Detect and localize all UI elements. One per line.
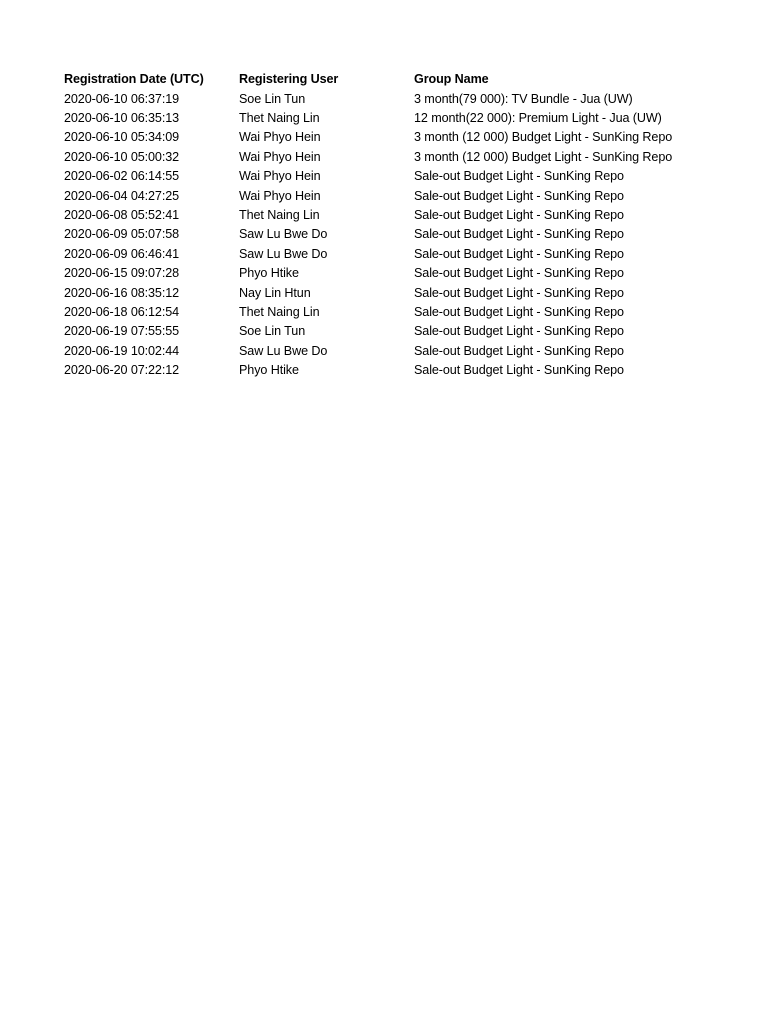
cell-group: Sale-out Budget Light - SunKing Repo (414, 304, 624, 319)
cell-date: 2020-06-20 07:22:12 (64, 363, 180, 378)
cell-date: 2020-06-18 06:12:54 (64, 304, 180, 319)
cell-user: Wai Phyo Hein (239, 188, 321, 203)
cell-group: 3 month (12 000) Budget Light - SunKing Repo (414, 149, 673, 164)
table-row (64, 205, 744, 224)
cell-user: Nay Lin Htun (239, 285, 311, 300)
cell-user: Saw Lu Bwe Do (239, 227, 328, 242)
cell-group: Sale-out Budget Light - SunKing Repo (414, 324, 624, 339)
header-registering-user: Registering User (239, 72, 339, 86)
cell-date: 2020-06-15 09:07:28 (64, 266, 180, 281)
cell-date: 2020-06-19 10:02:44 (64, 343, 180, 358)
table-row (64, 186, 744, 205)
cell-user: Phyo Htike (239, 266, 299, 281)
cell-group: Sale-out Budget Light - SunKing Repo (414, 246, 624, 261)
cell-group: Sale-out Budget Light - SunKing Repo (414, 363, 624, 378)
cell-user: Thet Naing Lin (239, 208, 320, 223)
table-row (64, 322, 744, 341)
cell-date: 2020-06-10 05:34:09 (64, 130, 180, 145)
header-group-name: Group Name (414, 72, 489, 86)
cell-user: Thet Naing Lin (239, 111, 320, 126)
table-row (64, 283, 744, 302)
cell-date: 2020-06-10 06:35:13 (64, 111, 180, 126)
table-row (64, 302, 744, 321)
cell-date: 2020-06-09 06:46:41 (64, 246, 180, 261)
cell-group: Sale-out Budget Light - SunKing Repo (414, 169, 624, 184)
registration-table (64, 69, 744, 380)
cell-user: Wai Phyo Hein (239, 169, 321, 184)
header-registration-date: Registration Date (UTC) (64, 72, 204, 86)
cell-date: 2020-06-16 08:35:12 (64, 285, 180, 300)
cell-user: Soe Lin Tun (239, 91, 306, 106)
table-header (64, 69, 744, 89)
table-row (64, 264, 744, 283)
table-row (64, 225, 744, 244)
cell-group: 12 month(22 000): Premium Light - Jua (UW) (414, 111, 662, 126)
cell-user: Soe Lin Tun (239, 324, 306, 339)
table-row (64, 89, 744, 108)
cell-user: Thet Naing Lin (239, 304, 320, 319)
cell-user: Saw Lu Bwe Do (239, 246, 328, 261)
table-row (64, 167, 744, 186)
table-row (64, 108, 744, 127)
table-row (64, 128, 744, 147)
cell-date: 2020-06-19 07:55:55 (64, 324, 180, 339)
table-row (64, 147, 744, 166)
cell-date: 2020-06-08 05:52:41 (64, 208, 180, 223)
cell-group: Sale-out Budget Light - SunKing Repo (414, 266, 624, 281)
cell-user: Wai Phyo Hein (239, 149, 321, 164)
cell-date: 2020-06-09 05:07:58 (64, 227, 180, 242)
cell-group: Sale-out Budget Light - SunKing Repo (414, 188, 624, 203)
cell-group: Sale-out Budget Light - SunKing Repo (414, 343, 624, 358)
cell-user: Phyo Htike (239, 363, 299, 378)
table-row (64, 244, 744, 263)
cell-group: Sale-out Budget Light - SunKing Repo (414, 208, 624, 223)
table-row (64, 341, 744, 360)
table-row (64, 360, 744, 379)
cell-group: 3 month(79 000): TV Bundle - Jua (UW) (414, 91, 633, 106)
cell-date: 2020-06-10 06:37:19 (64, 91, 180, 106)
cell-date: 2020-06-04 04:27:25 (64, 188, 180, 203)
cell-date: 2020-06-10 05:00:32 (64, 149, 180, 164)
cell-group: 3 month (12 000) Budget Light - SunKing Repo (414, 130, 673, 145)
cell-group: Sale-out Budget Light - SunKing Repo (414, 227, 624, 242)
cell-group: Sale-out Budget Light - SunKing Repo (414, 285, 624, 300)
cell-user: Saw Lu Bwe Do (239, 343, 328, 358)
cell-user: Wai Phyo Hein (239, 130, 321, 145)
cell-date: 2020-06-02 06:14:55 (64, 169, 180, 184)
